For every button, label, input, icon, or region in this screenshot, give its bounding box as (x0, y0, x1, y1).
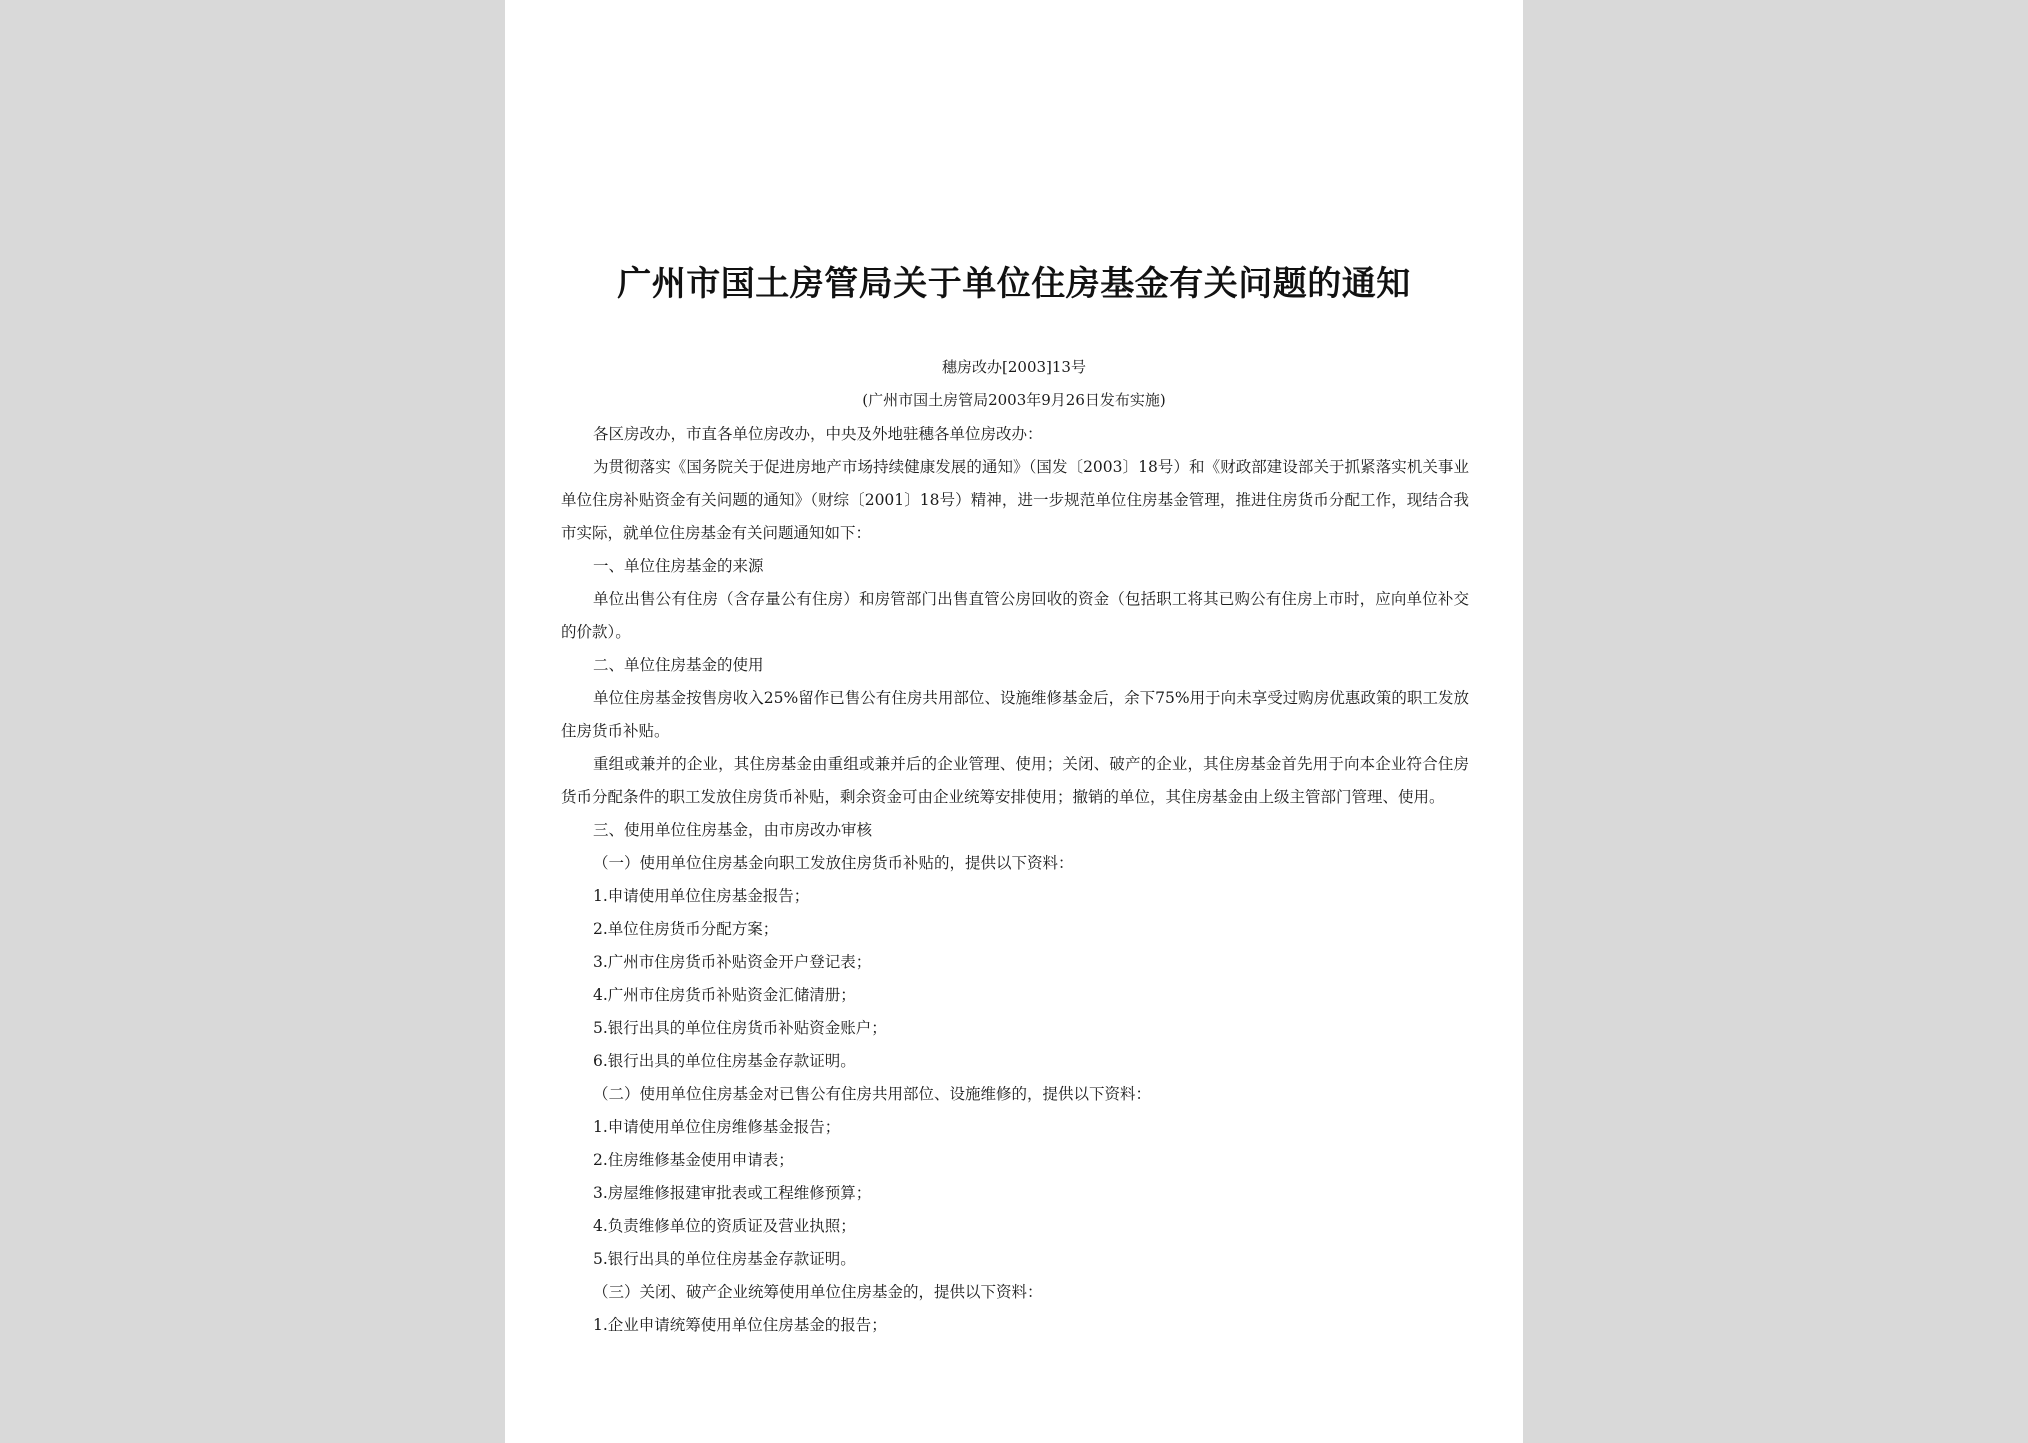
body-paragraph: （三）关闭、破产企业统筹使用单位住房基金的，提供以下资料： (593, 1283, 1043, 1301)
body-paragraph: 各区房改办，市直各单位房改办，中央及外地驻穗各单位房改办： (593, 425, 1043, 443)
body-paragraph: 2.住房维修基金使用申请表； (593, 1151, 794, 1169)
issuance-note: (广州市国土房管局2003年9月26日发布实施) (862, 391, 1166, 409)
body-paragraph: 为贯彻落实《国务院关于促进房地产市场持续健康发展的通知》（国发〔2003〕18号）和《财政部建设部关于抓紧落实机关事业单位住房补贴资金有关问题的通知》（财综〔2001〕18号）精神，进一步规范单位住房基金管理，推进住房货币分配工作，现结合我市实际，就单位住房基金有关问题通知如下： (561, 458, 1469, 542)
body-paragraph: 1.企业申请统筹使用单位住房基金的报告； (593, 1316, 887, 1334)
body-paragraph: 三、使用单位住房基金，由市房改办审核 (593, 821, 873, 839)
body-paragraph: 4.广州市住房货币补贴资金汇储清册； (593, 986, 856, 1004)
body-paragraph: 单位住房基金按售房收入25%留作已售公有住房共用部位、设施维修基金后，余下75%用于向未享受过购房优惠政策的职工发放住房货币补贴。 (561, 689, 1469, 740)
body-paragraph: 重组或兼并的企业，其住房基金由重组或兼并后的企业管理、使用；关闭、破产的企业，其住房基金首先用于向本企业符合住房货币分配条件的职工发放住房货币补贴，剩余资金可由企业统筹安排使用；撤销的单位，其住房基金由上级主管部门管理、使用。 (561, 755, 1469, 806)
document-body (561, 418, 1469, 1342)
document-title: 广州市国土房管局关于单位住房基金有关问题的通知 (617, 264, 1411, 304)
body-paragraph: 5.银行出具的单位住房货币补贴资金账户； (593, 1019, 887, 1037)
body-paragraph: 一、单位住房基金的来源 (593, 557, 764, 575)
body-paragraph: 4.负责维修单位的资质证及营业执照； (593, 1217, 856, 1235)
body-paragraph: 5.银行出具的单位住房基金存款证明。 (593, 1250, 856, 1268)
document-page (505, 0, 1523, 1443)
body-paragraph: 3.房屋维修报建审批表或工程维修预算； (593, 1184, 872, 1202)
body-paragraph: 单位出售公有住房（含存量公有住房）和房管部门出售直管公房回收的资金（包括职工将其已购公有住房上市时，应向单位补交的价款）。 (561, 590, 1469, 641)
body-paragraph: （一）使用单位住房基金向职工发放住房货币补贴的，提供以下资料： (593, 854, 1074, 872)
body-paragraph: 1.申请使用单位住房基金报告； (593, 887, 810, 905)
body-paragraph: 3.广州市住房货币补贴资金开户登记表； (593, 953, 872, 971)
body-paragraph: 2.单位住房货币分配方案； (593, 920, 779, 938)
body-paragraph: 1.申请使用单位住房维修基金报告； (593, 1118, 841, 1136)
body-paragraph: 二、单位住房基金的使用 (593, 656, 764, 674)
body-paragraph: （二）使用单位住房基金对已售公有住房共用部位、设施维修的，提供以下资料： (593, 1085, 1152, 1103)
body-paragraph: 6.银行出具的单位住房基金存款证明。 (593, 1052, 856, 1070)
document-number: 穗房改办[2003]13号 (942, 358, 1086, 376)
